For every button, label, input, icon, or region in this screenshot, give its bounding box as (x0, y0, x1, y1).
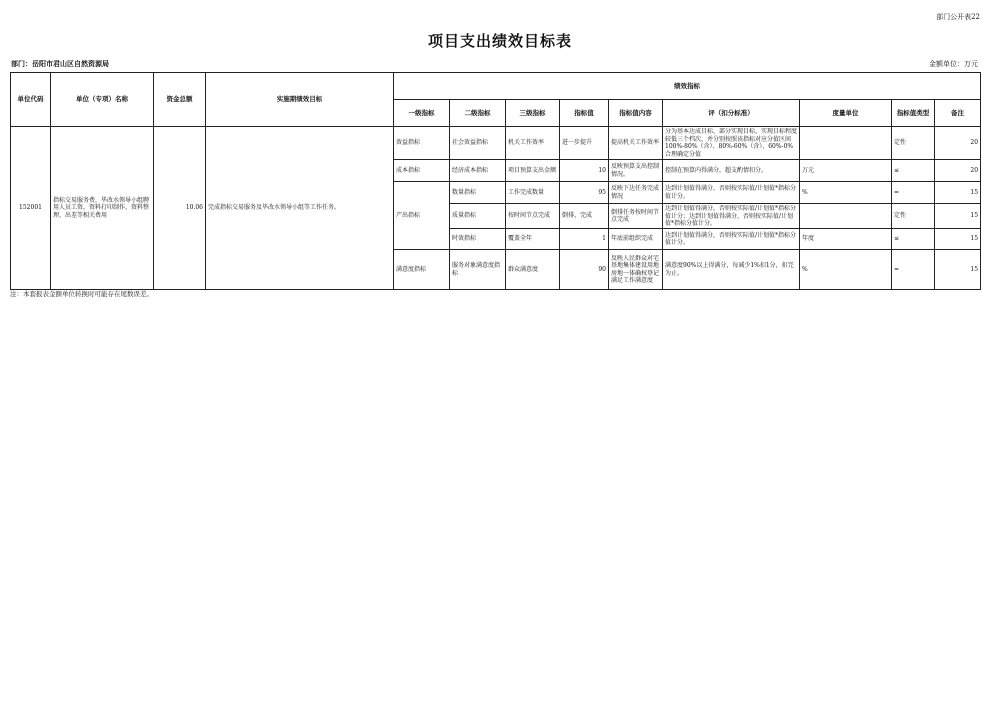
cell-value: 1 (560, 229, 609, 250)
cell-criteria: 满意度90%以上得满分，每减少1%扣1分，扣完为止。 (663, 250, 800, 290)
cell-value-type: ≤ (892, 160, 935, 182)
cell-level2: 社会效益指标 (450, 127, 506, 160)
cell-remark: 15 (935, 204, 981, 229)
header-row-1 (11, 73, 981, 100)
cell-value: 进一步提升 (560, 127, 609, 160)
cell-level3: 按时间节点完成 (506, 204, 560, 229)
header-measure-unit: 度量单位 (800, 100, 892, 127)
cell-value-type: = (892, 182, 935, 204)
form-number: 部门公开表22 (936, 13, 980, 21)
cell-measure-unit: 万元 (800, 160, 892, 182)
cell-value-type: ≤ (892, 229, 935, 250)
cell-value: 90 (560, 250, 609, 290)
cell-level2: 服务对象满意度指标 (450, 250, 506, 290)
cell-level3: 覆盖全年 (506, 229, 560, 250)
cell-level2: 时效指标 (450, 229, 506, 250)
cell-measure-unit: % (800, 182, 892, 204)
cell-criteria: 达到计划值得满分，否则按实际值/计划值*指标分值计分。 (663, 229, 800, 250)
amount-unit-label: 金额单位：万元 (929, 60, 978, 68)
cell-criteria: 达到计划值得满分，否则按实际值/计划值*指标分值计分。 (663, 182, 800, 204)
cell-total-funds: 10.06 (154, 127, 206, 290)
criteria-text: 分为基本达成目标，部分实现目标，实现目标程度较低三个档次，并分别按照该指标对应分值区间100%-80%（含）、80%-60%（含）、60%-0%合理确定分值 (665, 128, 797, 158)
cell-level3: 群众满意度 (506, 250, 560, 290)
cell-criteria (663, 204, 800, 229)
header-level2: 二级指标 (450, 100, 506, 127)
cell-level2: 经济成本指标 (450, 160, 506, 182)
cell-content: 倒排任务按时间节点完成 (609, 204, 663, 229)
cell-content (609, 250, 663, 290)
content-text: 反映人民群众对宅基地集体建设用地房地一体确权登记满足工作满意度 (611, 254, 660, 284)
cell-remark: 15 (935, 250, 981, 290)
cell-criteria: 控制在预算内得满分，超支酌情扣分。 (663, 160, 800, 182)
cell-value-type: 定性 (892, 204, 935, 229)
cell-level1: 成本指标 (394, 160, 450, 182)
cell-criteria (663, 127, 800, 160)
cell-level1: 满意度指标 (394, 250, 450, 290)
cell-value: 倒排、完成 (560, 204, 609, 229)
header-level1: 一级指标 (394, 100, 450, 127)
cell-unit-name: 指标交易服务费，毕改水领导小组聘用人员工资，资料打印制作、资料整理、出差等相关费用 (51, 127, 154, 290)
criteria-text: 达到计划值得满分，否则按实际值/计划值*指标分值计分；达到计划值得满分，否则按实际值/计划值*指标分值计分。 (665, 205, 797, 227)
cell-measure-unit: % (800, 250, 892, 290)
page-title: 项目支出绩效目标表 (427, 32, 572, 50)
cell-unit-code: 152001 (11, 127, 51, 290)
cell-value-type: = (892, 250, 935, 290)
header-content: 指标值内容 (609, 100, 663, 127)
cell-remark: 20 (935, 127, 981, 160)
cell-content: 反映预算支出控制情况。 (609, 160, 663, 182)
footnote: 注：本套报表金额单位转换时可能存在尾数误差。 (10, 290, 153, 298)
cell-level3: 项目预算支出金额 (506, 160, 560, 182)
header-value-type: 指标值类型 (892, 100, 935, 127)
header-period-goal: 实施期绩效目标 (206, 73, 394, 127)
cell-measure-unit (800, 127, 892, 160)
cell-content: 反映下达任务完成情况 (609, 182, 663, 204)
header-criteria: 评（扣分标准） (663, 100, 800, 127)
cell-content: 提高机关工作效率 (609, 127, 663, 160)
cell-remark: 20 (935, 160, 981, 182)
header-perf-indicators: 绩效指标 (394, 73, 981, 100)
cell-measure-unit (800, 204, 892, 229)
cell-content: 年底前组织完成 (609, 229, 663, 250)
cell-remark: 15 (935, 182, 981, 204)
header-unit-name: 单位（专项）名称 (51, 73, 154, 127)
header-total-funds: 资金总额 (154, 73, 206, 127)
cell-level2: 数量指标 (450, 182, 506, 204)
table-row (11, 127, 981, 160)
cell-period-goal: 完成指标交易服务及毕改水领导小组等工作任务。 (206, 127, 394, 290)
performance-table (10, 72, 981, 290)
cell-level2: 质量指标 (450, 204, 506, 229)
header-level3: 三级指标 (506, 100, 560, 127)
cell-value: 10 (560, 160, 609, 182)
cell-remark: 15 (935, 229, 981, 250)
header-remark: 备注 (935, 100, 981, 127)
cell-value-type: 定性 (892, 127, 935, 160)
cell-value: 95 (560, 182, 609, 204)
cell-measure-unit: 年度 (800, 229, 892, 250)
cell-level3: 工作完成数量 (506, 182, 560, 204)
cell-level1: 效益指标 (394, 127, 450, 160)
cell-level3: 机关工作效率 (506, 127, 560, 160)
header-unit-code: 单位代码 (11, 73, 51, 127)
department-label: 部门：岳阳市君山区自然资源局 (11, 59, 109, 68)
header-value: 指标值 (560, 100, 609, 127)
cell-level1: 产出指标 (394, 182, 450, 250)
